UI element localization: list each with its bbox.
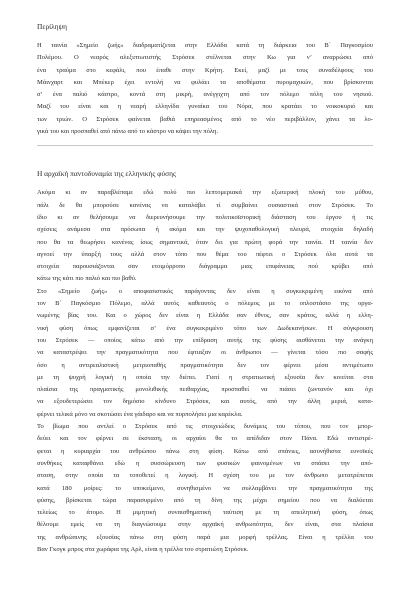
text-line: δεύει και τον φέρνει σε έκσταση, οι αρχαίοι θα το απέδιδαν στον Πάνα. Εδώ αντιστρέ- bbox=[37, 435, 373, 443]
section-divider bbox=[37, 145, 373, 146]
text-line: συνθήκες καταφθάνει εδώ η συσσώρευση των φυσικών φαινομένων να σπάσει την από- bbox=[37, 459, 373, 467]
text-line: Πολέμου. Ο νεαρός αλεξιπτωτιστής Στρόσεκ στέλνεται στην Κω για ν’ αναρρώσει από bbox=[37, 54, 373, 62]
text-line: νωμένης βίας του. Και ο χώρος δεν είναι η Ελλάδα σαν έθνος, σαν κράτος, αλλά η ελλη- bbox=[37, 312, 373, 320]
summary-paragraph bbox=[37, 40, 373, 138]
text-line: του Στρόσεκ — οποίος κάτω από την επίδραση αυτής της φύσης αισθάνεται την ανάγκη bbox=[37, 336, 373, 344]
document-page bbox=[37, 20, 373, 556]
text-line: σ’ ένα παλιό κάστρο, κοντά στη μικρή, ανέγγιχτη από τον πόλεμο πόλη του νησιού. bbox=[37, 91, 373, 99]
text-line: θέλουμε εμείς να τη διαγνώσουμε στην αρχαϊκή ανθρωπότητα, δεν είναι, στα πλαίσια bbox=[37, 521, 373, 529]
text-line: σταση, στην οποία τα τοποθετεί η λογική. Η σχέση του με τον άνθρωπο μετατρέπεται bbox=[37, 472, 373, 480]
text-line: πλαίσια της πραγματικής μονολιθικής πειθαρχίας, προσπαθεί να πιάσει ζωντανόν και όχι bbox=[37, 386, 373, 394]
archaic-nature-paragraph bbox=[37, 187, 373, 556]
text-line: Μαζί του είναι και η νεαρή ελληνίδα γυναίκα του Νόρα, που κρατάει το νοικοκυριό και bbox=[37, 103, 373, 111]
text-line: Στο «Σημείο ζωής» ο αποφασιστικός παράγοντας δεν είναι η συγκεκριμένη εικόνα από bbox=[37, 287, 373, 295]
text-line: πάλι δε θα μπορούσε κανένας να καταλάβει τί συμβαίνει ουσιαστικά στον Στρόσεκ. Το bbox=[37, 201, 373, 209]
text-line: αγνοεί την ύπαρξή τους αλλά στον τόπο που θέμα του πέφτει ο Στρόσεκ όλα αυτά τα bbox=[37, 250, 373, 258]
text-line: φέρνει τελικά μόνο να σκοτώσει ένα γάιδαρο και να πυρπολήσει μια καρέκλα. bbox=[37, 410, 243, 418]
text-line: Βαν Γκογκ μπρος στα χωράφια της Αρλ, είναι η τρέλλα του στρατιώτη Στρόσεκ. bbox=[37, 545, 249, 553]
text-line: Το βίωμα που αντλεί ο Στρόσεκ από τις στοιχειώδεις δυνάμεις του τόπου, που τον μπορ- bbox=[37, 423, 373, 431]
text-line: τον Β΄ Παγκόσμιο Πόλεμο, αλλά αυτός καθεαυτός ο πόλεμος με το οπλοστάσιο της οργα- bbox=[37, 300, 373, 308]
text-line: γικά του και προσπαθεί από πάνω από το κάστρο να κάψει την πόλη. bbox=[37, 128, 219, 136]
text-line: Η ταινία «Σημείο ζωής» διαδραματίζεται στην Ελλάδα κατά τη διάρκεια του Β΄ Παγκοσμίου bbox=[37, 42, 373, 49]
text-line: της ανθρώπινης εξουσίας πάνω στη φύση παρά μια μορφή τρέλλας. Είναι η τρέλλα του bbox=[37, 533, 373, 541]
text-line: όσο η αντιρεαλιστική μετριοπαθής πραγματικότητα δεν τον φέρνει μέσα αντιμέτωπο bbox=[37, 361, 373, 369]
text-line: ένα τραύμα στο κεφάλι, που έπαθε στην Κρήτη. Εκεί, μαζί με τους συναδέλφους του bbox=[37, 66, 373, 74]
text-line: στοιχεία παρουσιάζονται σαν ετοιμόρροπο διάγραμμα μιας επιφάνειας πού κρύβει από bbox=[37, 263, 373, 271]
text-line: κάτω της κάτι πιο παλιό και πιο βαθύ. bbox=[37, 275, 137, 283]
text-line: νική φύση όπως εμφανίζεται σ’ ένα συγκεκριμένο τόπο των Δωδεκανήσων. Η σύγκρουση bbox=[37, 324, 373, 332]
text-line: να εξουδετερώσει τον δημόσιο κίνδυνο Στρόσεκ, και αυτός, από την άλλη μεριά, κατα- bbox=[37, 398, 373, 406]
section-heading-archaic-nature: Η αρχαϊκή παντοδυναμία της ελληνικής φύσης bbox=[37, 169, 176, 179]
text-line: να καταστρέψει την πραγματικότητα που έφτιαξαν οι άνθρωποι — γίνεται τόσο πιο σαφής bbox=[37, 349, 373, 357]
text-line: Ακόμα κι αν παραβλέπαμε εδώ πολύ πιο λεπτομεριακά την εξωτερική πλοκή του μύθου, bbox=[37, 189, 373, 197]
text-line: με τη ψυχρή λογική η οποία την διέπει. Γιατί η στρατιωτική εξουσία δεν κινείται στα bbox=[37, 373, 373, 381]
text-line: Μάινχαρτ και Μπέκερ έχει εντολή να φυλάει τα αποθέματα πυρομαχικών, που βρίσκονται bbox=[37, 78, 373, 86]
text-line: που θα τα θεωρήσει κανένας ίσως σημαντικά, όταν δει για πρώτη φορά την ταινία. Η ταινία δεν bbox=[37, 238, 373, 246]
summary-heading: Περίληψη bbox=[37, 22, 67, 31]
text-line: φύσης, βρίσκεται τώρα παρασυρμένο από τη δίνη της μέχρι σημείου που να διαλύεται bbox=[37, 496, 373, 504]
text-line: φεται η κυριαρχία του ανθρώπου πάνω στη φύση. Κάτω από σπάνιες, ασυνήθιστα ευνοϊκές bbox=[37, 447, 373, 455]
text-line: σχέσεις ανάμεσα στα πρόσωπα ή ακόμα και την ψυχοπαθολογική πλευρά, στοιχεία δηλαδή bbox=[37, 226, 373, 234]
text-line: τελείως το άτομο. Η μιμητική συναισθηματική ταύτιση με τη απειλητική φύση, όπως bbox=[37, 509, 373, 517]
text-line: κατά 180 μοίρες: το υποκείμενο, συνηθισμένο να συλλαμβάνει την πραγματικότητα της bbox=[37, 484, 373, 492]
text-line: των τριών. Ο Στρόσεκ φαίνεται βαθιά επηρεασμένος από το νέο περιβάλλον, χάνει τα λο- bbox=[37, 115, 373, 123]
text-line: ίδιο κι αν θελήσουμε να διερευνήσουμε την πολιτικοϊστορική διάσταση του έργου ή τις bbox=[37, 213, 373, 221]
